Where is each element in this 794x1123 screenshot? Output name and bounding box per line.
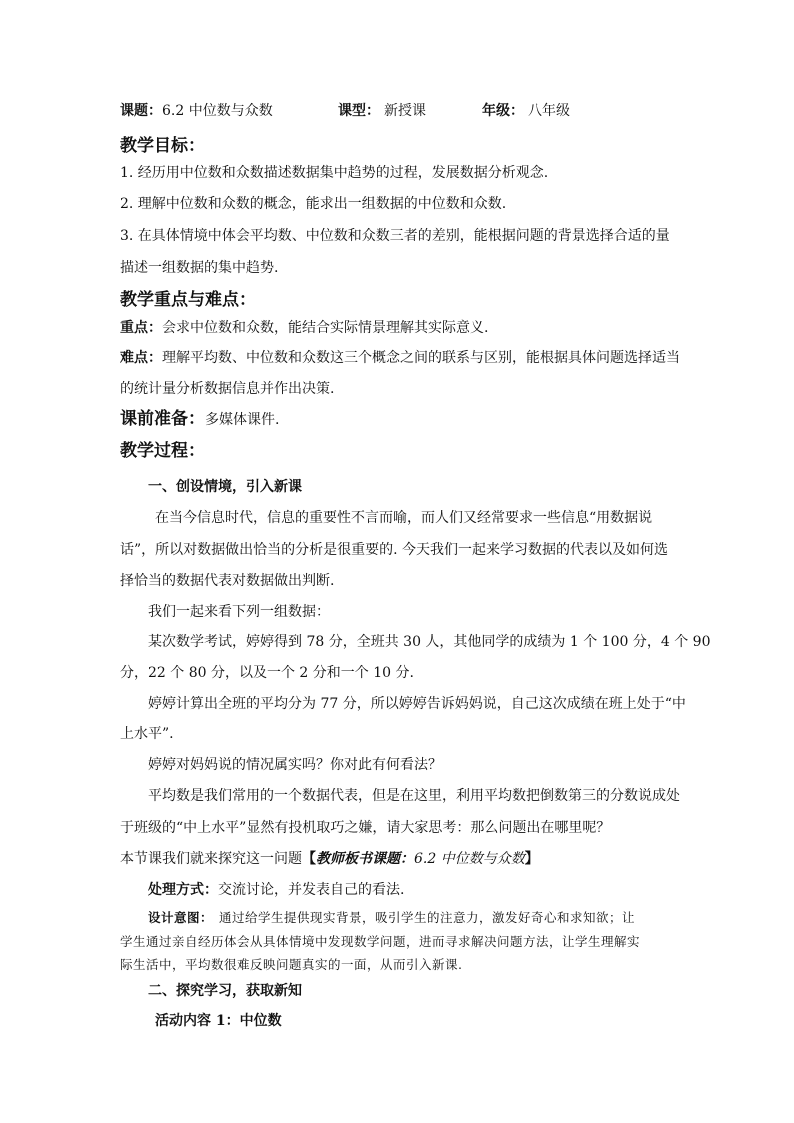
- grade-value: 八年级: [528, 103, 570, 119]
- design-text: 通过给学生提供现实背景，吸引学生的注意力，激发好奇心和求知欲；让: [219, 910, 636, 925]
- keypoints-heading: 教学重点与难点：: [120, 290, 256, 310]
- prep-text: 多媒体课件.: [205, 412, 280, 428]
- topic-value: 6.2 中位数与众数: [162, 103, 273, 119]
- difficulty-point: [120, 348, 680, 368]
- section2-title: 二、探究学习，获取新知: [148, 983, 302, 999]
- type-value: 新授课: [384, 103, 426, 119]
- paragraph-line: 分，22 个 80 分，以及一个 2 分和一个 10 分.: [120, 665, 414, 681]
- board-value: 6.2 中位数与众数: [414, 851, 525, 867]
- difficulty-text: 理解平均数、中位数和众数这三个概念之间的联系与区别，能根据具体问题选择适当: [162, 350, 680, 366]
- paragraph-line: 某次数学考试，婷婷得到 78 分，全班共 30 人，其他同学的成绩为 1 个 100 分，4 个 90: [148, 634, 711, 650]
- board-label: 教师板书课题：: [316, 851, 414, 867]
- objective-item: 1. 经历用中位数和众数描述数据集中趋势的过程，发展数据分析观念.: [120, 165, 549, 181]
- grade-label: 年级：: [482, 103, 524, 119]
- process-heading: 教学过程：: [120, 441, 205, 461]
- paragraph-line: 择恰当的数据代表对数据做出判断.: [120, 573, 335, 589]
- paragraph-line: 平均数是我们常用的一个数据代表，但是在这里，利用平均数把倒数第三的分数说成处: [148, 788, 680, 804]
- paragraph-line: 上水平”.: [120, 726, 174, 742]
- objective-item: 3. 在具体情境中体会平均数、中位数和众数三者的差别，能根据问题的背景选择合适的量: [120, 228, 670, 244]
- paragraph-line: 婷婷计算出全班的平均分为 77 分，所以婷婷告诉妈妈说，自己这次成绩在班上处于“中: [148, 696, 686, 712]
- paragraph-line: 话”，所以对数据做出恰当的分析是很重要的. 今天我们一起来学习数据的代表以及如何选: [120, 542, 669, 558]
- key-point: [120, 318, 488, 338]
- key-text: 会求中位数和众数，能结合实际情景理解其实际意义.: [162, 320, 489, 336]
- topic-label: 课题：: [120, 103, 162, 119]
- para7-text: 本节课我们就来探究这一问题: [120, 851, 302, 867]
- difficulty-label: 难点：: [120, 350, 162, 366]
- paragraph-line: 我们一起来看下列一组数据：: [148, 604, 330, 620]
- design-line: 际生活中，平均数很难反映问题真实的一面，从而引入新课.: [120, 957, 463, 972]
- handling-text: 交流讨论，并发表自己的看法.: [218, 882, 405, 898]
- type-label: 课型：: [338, 103, 380, 119]
- paragraph-line: 在当今信息时代，信息的重要性不言而喻，而人们又经常要求一些信息“用数据说: [155, 510, 653, 526]
- design-line: 学生通过亲自经历体会从具体情境中发现数学问题，进而寻求解决问题方法，让学生理解实: [120, 934, 641, 949]
- paragraph-line: 于班级的“中上水平”显然有投机取巧之嫌，请大家思考：那么问题出在哪里呢？: [120, 820, 611, 836]
- objective-item: 2. 理解中位数和众数的概念，能求出一组数据的中位数和众数.: [120, 196, 507, 212]
- prep-label: 课前准备：: [120, 409, 205, 429]
- objectives-heading: 教学目标：: [120, 136, 205, 156]
- key-label: 重点：: [120, 320, 162, 336]
- paragraph-line: 婷婷对妈妈说的情况属实吗？你对此有何看法？: [148, 757, 442, 773]
- handling-label: 处理方式：: [148, 882, 218, 898]
- handling-line: [148, 880, 404, 900]
- difficulty-text-cont: 的统计量分析数据信息并作出决策.: [120, 381, 335, 397]
- prep-line: [120, 407, 279, 431]
- section1-title: 一、创设情境，引入新课: [148, 479, 302, 495]
- activity1-title: 活动内容 1：中位数: [155, 1013, 282, 1029]
- bracket-close: 】: [524, 851, 539, 867]
- bracket-open: 【: [302, 851, 316, 867]
- design-label: 设计意图：: [148, 910, 214, 925]
- lesson-header: [120, 101, 570, 121]
- design-line: [148, 908, 635, 928]
- paragraph-line: [120, 849, 539, 869]
- objective-item: 描述一组数据的集中趋势.: [120, 260, 279, 276]
